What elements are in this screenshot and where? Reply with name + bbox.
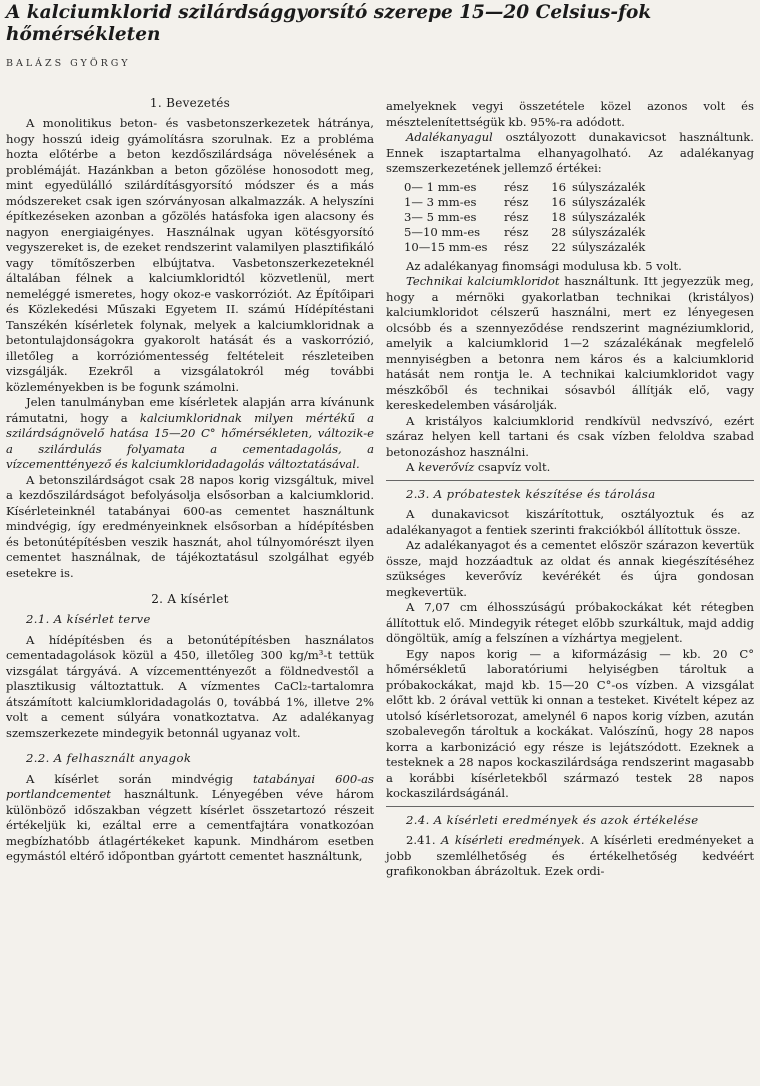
grain-cell-part: rész: [504, 209, 529, 224]
grain-cell-part: rész: [504, 240, 529, 255]
paragraph-text: A kísérlet során mindvégig: [26, 771, 253, 786]
grain-cell-unit: súlyszázalék: [572, 209, 646, 224]
grain-cell-pct: 28: [551, 225, 566, 240]
paragraph-text: használtunk. Lényegében véve három különböző időszakban végzett kísérlet összetartozó részeit értékeljük ki, ezáltal erre a cementfajtára vonatkozóan megbízhatóbb átlagértékeket kapunk. Mindhárom esetben egymástól eltérő időpontban gyártott cementet használtunk,: [6, 787, 374, 863]
grain-row: [404, 180, 649, 195]
paragraph: [386, 460, 754, 476]
grain-cell-range: 1— 3 mm-es: [404, 194, 477, 209]
left-column: [6, 95, 374, 865]
paragraph: [386, 130, 754, 177]
paragraph: Az adalékanyag finomsági modulusa kb. 5 volt.: [406, 258, 682, 273]
paragraph: A 7,07 cm élhosszúságú próbakockákat két rétegben állítottuk elő. Mindegyik réteget előbb szurkáltuk, majd addig döngöltük, amíg a felszínen a vízhártya megjelent.: [386, 600, 754, 646]
grain-cell-pct: 16: [551, 179, 566, 194]
grain-row: [404, 225, 649, 240]
paragraph: [6, 772, 374, 865]
paragraph: [386, 833, 754, 880]
paragraph-text: A: [406, 460, 419, 475]
section-heading-introduction: 1. Bevezetés: [149, 96, 231, 110]
grain-cell-range: 3— 5 mm-es: [404, 209, 477, 224]
paragraph-emphasis: Adalékanyagul: [406, 130, 493, 144]
paragraph-emphasis: keverővíz: [418, 460, 475, 475]
grain-cell-range: 10—15 mm-es: [404, 240, 488, 255]
grain-cell-range: 5—10 mm-es: [404, 225, 481, 240]
divider: [386, 480, 754, 481]
grain-cell-unit: súlyszázalék: [572, 240, 646, 255]
paragraph-emphasis: Technikai kalciumkloridot: [406, 274, 560, 289]
subsection-heading-materials: 2.2. A felhasznált anyagok: [26, 751, 192, 765]
subsection-heading-results: 2.4. A kísérleti eredmények és azok értékelése: [406, 812, 699, 827]
article-title: A kalciumklorid szilárdsággyorsító szerepe 15—20 Celsius-fok hőmérsékleten: [6, 2, 652, 45]
divider: [386, 806, 754, 807]
grain-cell-range: 0— 1 mm-es: [404, 179, 477, 194]
paragraph: A monolitikus beton- és vasbetonszerkezetek hátránya, hogy hosszú ideig gyámolításra szorulnak. Ez a probléma hozta előtérbe a beton kezdőszilárdsága növelésének a problémáját. Hazánkban a beton gőzölése honosodott meg, mint egyedülálló szilárdításgyorsító módszer és a más módszereket csak igen szórványosan alkalmazzák. A helyszíni építkezéseken azonban a gőzölés hatásfoka igen alacsony és nagyon energiaigényes. Használnak ugyan kötésgyorsító vegyszereket is, de ezeket rendszerint valamilyen plasztifikáló vagy tömítőszerben elbújtatva. Vasbetonszerkezeteknél általában félnek a kalciumkloridtól közvetlenül, mert nemeléggé ismeretes, hogy okoz-e vaskorróziót. Az Építőipari és Közlekedési Műszaki Egyetem II. számú Hídépítéstani Tanszékén kísérletek folynak, melyek a kalciumkloridnak a betontulajdonságokra gyakorolt hatását és a vaskorrózió, illetőleg a korróziómentesség feltételeit részleteiben vizsgálják. Ezekről a vizsgálatokról még további közleményekben is be fogunk számolni.: [6, 116, 374, 394]
paragraph: A hídépítésben és a betonútépítésben használatos cementadagolások közül a 450, illetőleg 300 kg/m³-t tettük vizsgálat tárgyává. A vízcementtényezőt a földnedvestől a plasztikusig változtattuk. A vízmentes CaCl₂-tartalomra átszámított kalciumkloridadagolás 0, továbbá 1%, illetve 2% volt a cement súlyára vonatkoztatva. Az adalékanyag szemszerkezete mindegyik betonnál ugyanaz volt.: [6, 632, 374, 740]
paragraph: amelyeknek vegyi összetétele közel azonos volt és mésztelenítettségük kb. 95%-ra adódott.: [386, 99, 754, 129]
subsection-heading-plan: 2.1. A kísérlet terve: [26, 612, 151, 626]
paragraph: [6, 395, 374, 473]
grain-cell-part: rész: [504, 179, 529, 194]
paragraph: Az adalékanyagot és a cementet először szárazon kevertük össze, majd hozzáadtuk az oldat és annak kiegészítéséhez szükséges keverővíz kevérékét és újra gondosan megkevertük.: [386, 538, 754, 599]
grain-row: [404, 240, 649, 255]
paragraph: A kristályos kalciumklorid rendkívül nedvszívó, ezért száraz helyen kell tartani és csak vízben feloldva szabad betonozáshoz használni.: [386, 413, 754, 459]
grain-cell-unit: súlyszázalék: [572, 225, 646, 240]
paragraph-text: 2.41.: [406, 833, 442, 848]
paragraph-emphasis: A kísérleti eredmények.: [441, 833, 585, 848]
paragraph-text: használtunk. Itt jegyezzük meg, hogy a mérnöki gyakorlatban technikai (kristályos) kalciumkloridot célszerű használni, mert ez lényegesen olcsóbb és a szennyeződése rendszerint magnéziumklorid, amelyik a kalciumklorid 1—2 százalékának megfelelő mennyiségben a betonra nem káros és a kalciumklorid hatását nem rontja le. A technikai kalciumkloridot vagy mészkőből és technikai sósavból állítják elő, vagy kereskedelemben vásárolják.: [386, 274, 754, 413]
grain-distribution-table: [404, 180, 649, 256]
paragraph-emphasis: tatabányai 600-as portlandcementet: [6, 771, 374, 801]
grain-cell-pct: 18: [551, 209, 566, 224]
paragraph-text: A kísérleti eredményeket a jobb szemlélhetőség és értékelhetőség kedvéért grafikonokban ábrázoltuk. Ezek ordi-: [386, 833, 754, 879]
grain-cell-pct: 22: [551, 240, 566, 255]
paragraph-text: osztályozott dunakavicsot használtunk. Ennek iszaptartalma elhanyagolható. Az adalékanyag szemszerkezetének jellemző értékei:: [386, 130, 754, 175]
right-column: [386, 99, 754, 880]
grain-cell-unit: súlyszázalék: [572, 194, 646, 209]
paragraph-text: csapvíz volt.: [474, 460, 551, 475]
paragraph: A dunakavicsot kiszárítottuk, osztályoztuk és az adalékanyagot a fentiek szerinti frakciókból állítottuk össze.: [386, 507, 754, 537]
paragraph-text: Jelen tanulmányban eme kísérletek alapján arra kívánunk rámutatni, hogy a: [6, 395, 374, 425]
grain-cell-part: rész: [504, 225, 529, 240]
author-name: BALÁZS GYÖRGY: [6, 58, 131, 69]
grain-row: [404, 195, 649, 210]
grain-cell-unit: súlyszázalék: [572, 179, 646, 194]
grain-cell-part: rész: [504, 194, 529, 209]
paragraph: A betonszilárdságot csak 28 napos korig vizsgáltuk, mivel a kezdőszilárdságot befolyásolja elsősorban a kalciumklorid. Kísérleteinknél tatabányai 600-as cementet használtunk mindvégig, így eredményeinknek elsősorban a hídépítésben és betonútépítésben veszik hasznát, ahol túlnyomórészt ilyen cementet használnak, de tájékoztatásul szolgálhat egyéb esetekre is.: [6, 472, 374, 580]
paragraph-emphasis: kalciumkloridnak milyen mértékű a szilárdságnövelő hatása 15—20 C° hőmérsékleten, változik-e a szilárdulás folyamata a cementadagolás, a vízcementtényező és kalciumkloridadagolás változtatásával.: [6, 410, 374, 471]
subsection-heading-specimens: 2.3. A próbatestek készítése és tárolása: [406, 486, 656, 501]
section-heading-experiment: 2. A kísérlet: [151, 592, 229, 606]
grain-row: [404, 210, 649, 225]
paragraph: Egy napos korig — a kiformázásig — kb. 20 C° hőmérsékletű laboratóriumi helyiségben tároltuk a próbakockákat, majd kb. 15—20 C°-os vízben. A vizsgálat előtt kb. 2 órával vettük ki onnan a testeket. Kivételt képez az utolsó kísérletsorozat, amelynél 6 napos korig vízben, azután szobalevegőn tároltuk a kockákat. Valószínű, hogy 28 napos korra a karbonizáció egy része is lejátszódott. Ezeknek a testeknek a 28 napos kockaszilárdsága rendszerint magasabb a korábbi kísérletekből származó testek 28 napos kockaszilárdságánál.: [386, 646, 754, 801]
grain-cell-pct: 16: [551, 194, 566, 209]
paragraph: [386, 274, 754, 414]
